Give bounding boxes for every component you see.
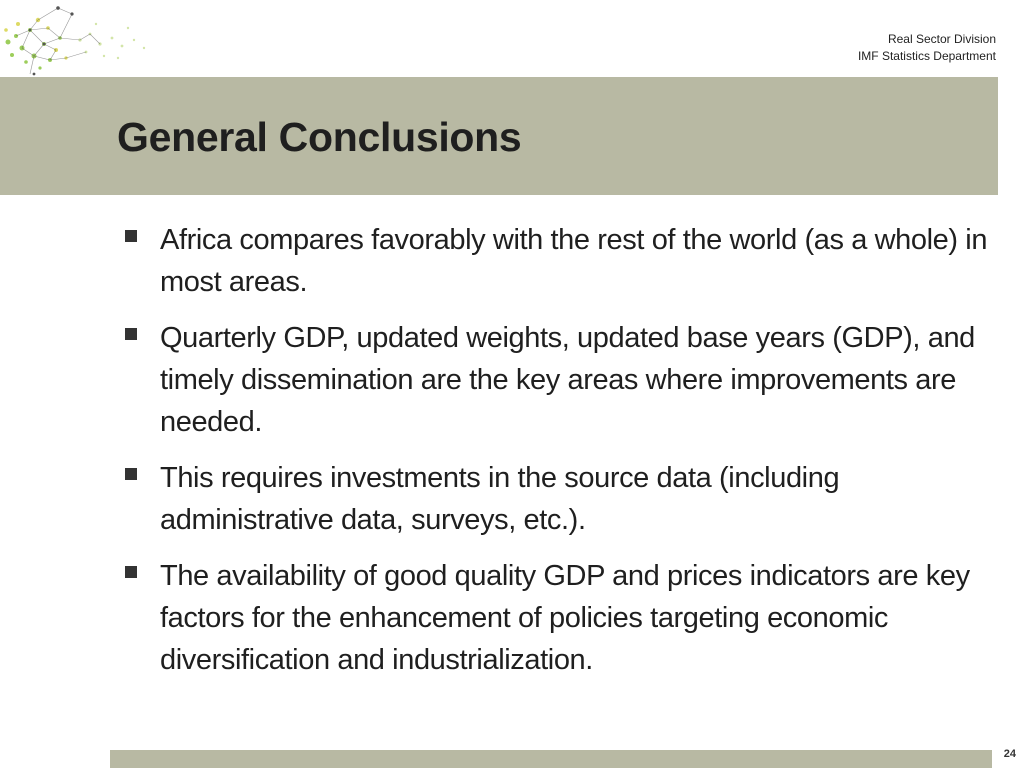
square-bullet-icon <box>125 328 137 340</box>
division-label: Real Sector Division <box>887 32 996 46</box>
bullet-item <box>120 457 1000 541</box>
department-header <box>858 31 996 65</box>
network-dots-logo-icon <box>0 0 160 78</box>
slide-title: General Conclusions <box>117 114 522 160</box>
bullet-item <box>120 317 1000 443</box>
bullet-text: Quarterly GDP, updated weights, updated base years (GDP), and timely dissemination are the key areas where improvements are needed. <box>160 322 975 438</box>
footer-bar <box>110 750 992 768</box>
square-bullet-icon <box>125 566 137 578</box>
square-bullet-icon <box>125 230 137 242</box>
bullet-text: This requires investments in the source data (including administrative data, surveys, etc.). <box>160 462 840 536</box>
square-bullet-icon <box>125 468 137 480</box>
bullet-text: The availability of good quality GDP and prices indicators are key factors for the enhancement of policies targeting economic diversification and industrialization. <box>160 560 970 676</box>
bullet-item <box>120 219 1000 303</box>
bullet-text: Africa compares favorably with the rest of the world (as a whole) in most areas. <box>160 224 988 298</box>
bullet-item <box>120 555 1000 681</box>
department-label: IMF Statistics Department <box>857 49 996 63</box>
bullet-list <box>120 219 1000 695</box>
page-number: 24 <box>1003 748 1016 760</box>
